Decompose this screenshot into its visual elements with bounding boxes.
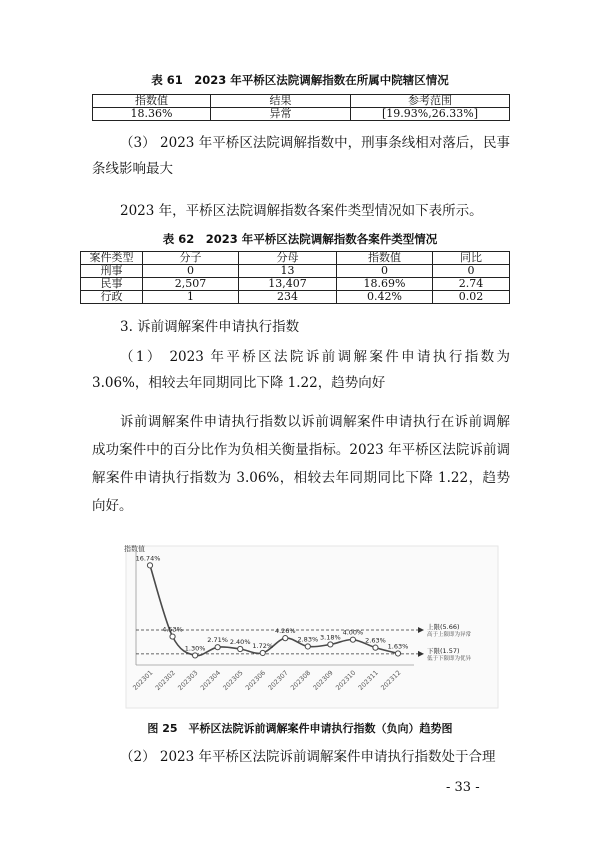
data-point-202305 [238, 646, 243, 651]
table-cell: 13,407 [239, 278, 337, 291]
data-label-202305: 2.40% [229, 638, 251, 646]
table-cell: 0.02 [433, 291, 510, 304]
table62 [80, 251, 510, 304]
x-tick-202307: 202307 [266, 668, 290, 692]
x-tick-202312: 202312 [379, 668, 403, 692]
table-cell: 2,507 [143, 278, 239, 291]
table-row [93, 95, 510, 108]
data-point-202302 [170, 634, 175, 639]
data-point-202312 [395, 651, 400, 656]
x-tick-202305: 202305 [221, 668, 245, 692]
table61-caption: 表 61 2023 年平桥区法院调解指数在所属中院辖区情况 [151, 73, 449, 87]
table-row [81, 252, 510, 265]
table-cell: 13 [239, 265, 337, 278]
table-cell: [19.93%,26.33%] [351, 108, 510, 121]
paragraph-definition: 诉前调解案件申请执行指数以诉前调解案件申请执行在诉前调解成功案件中的百分比作为负相关衡量指标。2023 年平桥区法院诉前调解案件申请执行指数为 3.06%，相较去年同期同比下降 1.22，趋势向好。 [92, 414, 510, 514]
data-point-202306 [260, 650, 265, 655]
table-cell: 2.74 [433, 278, 510, 291]
data-point-202303 [192, 653, 197, 658]
table-header: 同比 [433, 252, 510, 265]
data-label-202303: 1.30% [184, 644, 206, 653]
data-point-202311 [373, 645, 378, 650]
data-point-202304 [215, 645, 220, 650]
page-number: - 33 - [446, 780, 480, 795]
data-label-202310: 4.00% [342, 628, 364, 637]
x-tick-202303: 202303 [176, 668, 200, 692]
x-tick-202308: 202308 [289, 668, 313, 692]
lower-limit-label: 下限(1.57) [427, 646, 460, 655]
section-heading-3: 3. 诉前调解案件申请执行指数 [120, 319, 300, 335]
table-cell: 民事 [81, 278, 143, 291]
data-label-202312: 1.63% [387, 642, 409, 651]
table62-caption: 表 62 2023 年平桥区法院调解指数各案件类型情况 [162, 232, 438, 246]
table-cell: 234 [239, 291, 337, 304]
upper-limit-note: 高于上限即为异常 [427, 631, 472, 638]
trend-chart [118, 538, 502, 716]
x-tick-202309: 202309 [311, 668, 335, 692]
data-point-202310 [350, 637, 355, 642]
data-label-202309: 3.18% [320, 633, 341, 642]
data-point-202309 [328, 642, 333, 647]
y-axis-label: 指数值 [124, 545, 145, 553]
table-cell: 行政 [81, 291, 143, 304]
table-cell: 1 [143, 291, 239, 304]
table61 [92, 94, 510, 121]
data-label-202307: 4.26% [274, 627, 296, 636]
table-row [81, 265, 510, 278]
data-label-202302: 4.53% [162, 625, 183, 634]
table-header: 分母 [239, 252, 337, 265]
figure-caption: 图 25 平桥区法院诉前调解案件申请执行指数（负向）趋势图 [147, 722, 453, 735]
table-row [81, 278, 510, 291]
table-cell: 0 [143, 265, 239, 278]
paragraph-3-header: （3） 2023 年平桥区法院调解指数中，刑事条线相对落后，民事条线影响最大 [92, 135, 510, 177]
table-row [93, 108, 510, 121]
table-header: 案件类型 [81, 252, 143, 265]
upper-limit-label: 上限(5.66) [427, 622, 460, 631]
data-point-202301 [147, 563, 152, 568]
table-cell: 异常 [211, 108, 351, 121]
data-label-202308: 2.83% [297, 635, 319, 644]
table-cell: 0 [337, 265, 433, 278]
table-header: 参考范围 [351, 95, 510, 108]
data-label-202304: 2.71% [207, 636, 228, 645]
table-header: 指数值 [337, 252, 433, 265]
x-tick-202304: 202304 [198, 668, 223, 692]
table-header: 指数值 [93, 95, 211, 108]
x-tick-202302: 202302 [153, 668, 177, 692]
table-cell: 0.42% [337, 291, 433, 304]
table-header: 分子 [143, 252, 239, 265]
table-cell: 刑事 [81, 265, 143, 278]
data-label-202311: 2.63% [365, 636, 386, 645]
data-point-202308 [305, 644, 310, 649]
paragraph-3-1: （1） 2023 年平桥区法院诉前调解案件申请执行指数为 3.06%，相较去年同期同比下降 1.22，趋势向好 [92, 349, 510, 391]
x-tick-202306: 202306 [243, 668, 268, 692]
table-cell: 18.69% [337, 278, 433, 291]
table-row [81, 291, 510, 304]
x-tick-202301: 202301 [131, 668, 155, 692]
lower-limit-note: 低于下限即为优异 [427, 655, 472, 662]
x-tick-202310: 202310 [334, 668, 358, 692]
table-cell: 0 [433, 265, 510, 278]
data-label-202301: 16.74% [135, 554, 161, 563]
table-header: 结果 [211, 95, 351, 108]
data-point-202307 [283, 636, 288, 641]
data-label-202306: 1.72% [252, 641, 274, 650]
paragraph-3-2: （2） 2023 年平桥区法院诉前调解案件申请执行指数处于合理 [120, 749, 496, 765]
paragraph-intro-table62: 2023 年，平桥区法院调解指数各案件类型情况如下表所示。 [120, 203, 483, 219]
table-cell: 18.36% [93, 108, 211, 121]
x-tick-202311: 202311 [356, 668, 380, 692]
